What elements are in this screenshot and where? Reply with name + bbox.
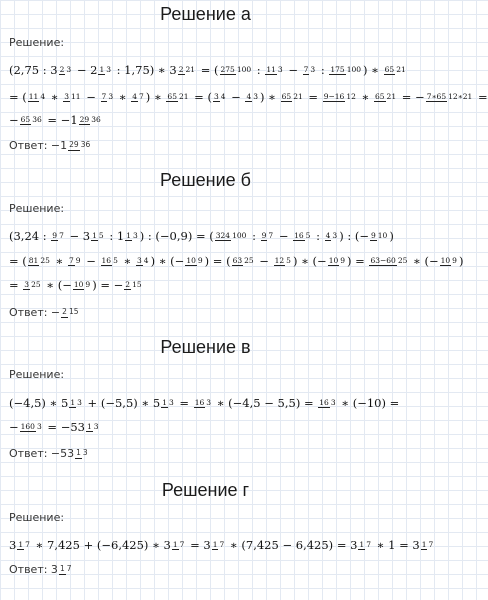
numerator: 2	[59, 64, 65, 74]
fraction	[136, 256, 150, 267]
fraction	[101, 92, 115, 103]
denominator: 36	[32, 114, 42, 124]
fraction	[20, 115, 43, 126]
denominator: 100	[236, 64, 252, 74]
denominator: 7	[428, 539, 434, 549]
numerator: 16	[194, 397, 205, 407]
solution-label-g: Решение:	[9, 511, 65, 524]
numerator: 160	[20, 421, 35, 431]
denominator: 3	[206, 397, 212, 407]
math-text: Ответ: −1	[9, 139, 68, 152]
denominator: 7	[66, 564, 72, 574]
math-text: :	[248, 229, 260, 243]
fraction	[86, 422, 100, 433]
numerator: 10	[440, 255, 451, 265]
numerator: 1	[212, 539, 218, 549]
numerator: 1	[92, 230, 97, 240]
math-text: Ответ: −53	[9, 447, 75, 460]
fraction	[166, 92, 189, 103]
math-text: −	[275, 229, 293, 243]
numerator: 7	[303, 64, 309, 74]
numerator: 11	[266, 64, 276, 74]
denominator: 3	[36, 421, 42, 431]
math-text: ) ∗ (−	[292, 254, 327, 268]
math-text: Ответ: 3	[9, 563, 58, 576]
math-text: −	[82, 90, 100, 104]
math-text: ) ∗	[363, 63, 383, 77]
math-text: = −	[398, 90, 425, 104]
numerator: 2	[125, 279, 131, 289]
numerator: 10	[328, 255, 339, 265]
math-text: −	[227, 90, 245, 104]
math-text: )	[389, 229, 394, 243]
math-text: ∗	[119, 254, 135, 268]
math-text: (−4,5) ∗ 5	[9, 396, 69, 410]
denominator: 4	[220, 91, 226, 101]
numerator: 65	[20, 114, 31, 124]
denominator: 25	[397, 255, 408, 265]
numerator: 16	[319, 397, 329, 407]
numerator: 10	[186, 255, 196, 265]
math-text: ) ∗ (−	[150, 254, 185, 268]
math-text: = (	[197, 63, 219, 77]
numerator: 4	[246, 91, 252, 101]
numerator: 81	[28, 255, 39, 265]
numerator: 1	[86, 421, 92, 431]
fraction	[358, 540, 372, 551]
math-line	[9, 396, 399, 410]
math-text: ∗ 1 = 3	[372, 538, 420, 552]
math-text: ∗ (−	[42, 278, 72, 292]
numerator: 1	[421, 539, 427, 549]
numerator: 4	[132, 91, 138, 101]
fraction	[440, 256, 458, 267]
fraction	[274, 256, 292, 267]
solution-label-v: Решение:	[9, 368, 65, 381]
fraction	[28, 92, 46, 103]
math-text: =	[9, 278, 23, 292]
denominator: 15	[132, 279, 142, 289]
denominator: 9	[197, 255, 203, 265]
fraction	[73, 280, 91, 291]
math-text: = (	[9, 254, 27, 268]
fraction	[125, 231, 139, 242]
math-text: Ответ: −	[9, 306, 61, 319]
numerator: 9	[371, 230, 376, 240]
math-text: (3,24 :	[9, 229, 51, 243]
fraction	[421, 540, 435, 551]
fraction	[68, 140, 91, 151]
numerator: 1	[70, 397, 76, 407]
math-text: ∗ (−	[409, 254, 439, 268]
fraction	[178, 65, 196, 76]
denominator: 12	[346, 91, 356, 101]
denominator: 10	[377, 230, 388, 240]
fraction	[51, 231, 65, 242]
math-text: + (−5,5) ∗ 5	[83, 396, 161, 410]
fraction	[232, 256, 255, 267]
fraction	[28, 256, 51, 267]
denominator: 3	[77, 397, 82, 407]
fraction	[293, 231, 311, 242]
denominator: 25	[40, 255, 50, 265]
math-text: = −53	[43, 420, 85, 434]
fraction	[213, 92, 227, 103]
numerator: 1	[126, 230, 131, 240]
numerator: 7	[101, 91, 107, 101]
fraction	[17, 540, 31, 551]
fraction	[261, 231, 275, 242]
math-text: = 3	[186, 538, 211, 552]
denominator: 3	[66, 64, 72, 74]
math-text: ) = −	[92, 278, 124, 292]
math-text: ) : (−0,9) = (	[139, 229, 214, 243]
fraction	[75, 448, 89, 459]
math-text: ∗	[115, 90, 131, 104]
numerator: 1	[59, 564, 65, 574]
math-text: = (	[190, 90, 212, 104]
fraction	[325, 231, 339, 242]
fraction	[323, 92, 357, 103]
math-text: ) ∗	[260, 90, 280, 104]
numerator: 7	[69, 255, 74, 265]
fraction	[220, 65, 253, 76]
math-text: :	[317, 63, 329, 77]
denominator: 3	[93, 421, 99, 431]
math-text: ) : (−	[339, 229, 369, 243]
denominator: 7	[219, 539, 225, 549]
math-line	[9, 254, 463, 268]
numerator: 16	[294, 230, 304, 240]
numerator: 11	[28, 91, 39, 101]
denominator: 36	[80, 140, 91, 150]
fraction	[318, 398, 336, 409]
fraction	[281, 92, 304, 103]
denominator: 15	[68, 307, 79, 317]
denominator: 12∗21	[448, 91, 473, 101]
solution-label-b: Решение:	[9, 202, 65, 215]
denominator: 25	[244, 255, 254, 265]
denominator: 3	[330, 397, 336, 407]
denominator: 3	[132, 230, 138, 240]
numerator: 65	[375, 91, 385, 101]
fraction	[265, 65, 283, 76]
fraction	[384, 65, 407, 76]
fraction	[303, 65, 317, 76]
math-text: : 1,75) ∗ 3	[113, 63, 177, 77]
solution-label-a: Решение:	[9, 36, 65, 49]
numerator: 63−60	[370, 255, 396, 265]
answer-g	[9, 563, 74, 576]
denominator: 4	[143, 255, 149, 265]
math-text: = (	[9, 90, 27, 104]
math-text: −	[284, 63, 302, 77]
math-text: ) ∗	[145, 90, 166, 104]
math-text: : 1	[105, 229, 125, 243]
math-text: ) =	[347, 254, 369, 268]
fraction	[161, 398, 175, 409]
numerator: 29	[79, 114, 90, 124]
fraction	[328, 256, 346, 267]
math-text: :	[253, 63, 265, 77]
math-text: ∗ 7,425 + (−6,425) ∗ 3	[31, 538, 171, 552]
denominator: 21	[293, 91, 303, 101]
fraction	[101, 256, 119, 267]
math-line	[9, 278, 144, 292]
fraction	[215, 231, 248, 242]
denominator: 3	[106, 64, 111, 74]
fraction	[194, 398, 212, 409]
denominator: 3	[332, 230, 338, 240]
math-text: ∗	[357, 90, 373, 104]
math-text: 3	[9, 538, 17, 552]
math-line	[9, 538, 435, 552]
numerator: 65	[167, 91, 177, 101]
denominator: 7	[25, 539, 30, 549]
fraction	[212, 540, 226, 551]
fraction	[370, 231, 388, 242]
math-text: ∗ (−10) =	[337, 396, 400, 410]
fraction	[98, 65, 112, 76]
denominator: 5	[98, 230, 104, 240]
numerator: 7∗65	[426, 91, 447, 101]
denominator: 9	[85, 279, 91, 289]
math-line	[9, 90, 488, 104]
math-text: ∗	[51, 254, 68, 268]
math-text: )	[458, 254, 464, 268]
answer-a	[9, 139, 92, 152]
math-text: − 2	[73, 63, 98, 77]
numerator: 16	[101, 255, 112, 265]
answer-b	[9, 306, 80, 319]
denominator: 11	[71, 91, 81, 101]
denominator: 100	[232, 230, 247, 240]
denominator: 3	[82, 448, 88, 458]
numerator: 4	[325, 230, 331, 240]
numerator: 9	[52, 230, 58, 240]
numerator: 1	[359, 539, 365, 549]
math-text: −	[255, 254, 273, 268]
denominator: 25	[31, 279, 41, 289]
denominator: 21	[185, 64, 196, 74]
denominator: 21	[386, 91, 397, 101]
denominator: 3	[168, 397, 174, 407]
math-text: ∗ (7,425 − 6,425) = 3	[226, 538, 358, 552]
fraction	[374, 92, 397, 103]
math-line	[9, 113, 103, 127]
fraction	[329, 65, 362, 76]
denominator: 7	[59, 230, 64, 240]
math-line	[9, 229, 394, 243]
fraction	[79, 115, 102, 126]
numerator: 1	[162, 397, 167, 407]
fraction	[172, 540, 186, 551]
section-title-g: Решение г	[161, 480, 250, 500]
numerator: 3	[64, 91, 70, 101]
answer-v	[9, 447, 90, 460]
fraction	[245, 92, 259, 103]
denominator: 3	[253, 91, 259, 101]
numerator: 1	[18, 539, 24, 549]
math-text: − 3	[65, 229, 91, 243]
denominator: 5	[286, 255, 291, 265]
numerator: 10	[73, 279, 84, 289]
math-text: (2,75 : 3	[9, 63, 58, 77]
denominator: 100	[346, 64, 362, 74]
math-text: = −1	[43, 113, 78, 127]
numerator: 9−16	[323, 91, 345, 101]
fraction	[20, 422, 43, 433]
fraction	[61, 307, 79, 318]
section-title-a: Решение а	[160, 4, 251, 24]
denominator: 9	[452, 255, 457, 265]
math-text: :	[312, 229, 324, 243]
fraction	[23, 280, 41, 291]
numerator: 175	[330, 64, 345, 74]
denominator: 5	[113, 255, 118, 265]
fraction	[69, 398, 83, 409]
math-text: −	[9, 113, 19, 127]
math-text: −	[82, 254, 100, 268]
fraction	[63, 92, 81, 103]
numerator: 2	[178, 64, 184, 74]
denominator: 7	[139, 91, 144, 101]
denominator: 4	[40, 91, 46, 101]
numerator: 12	[274, 255, 285, 265]
fraction	[59, 564, 73, 575]
math-text: ) = (	[204, 254, 231, 268]
fraction	[131, 92, 145, 103]
math-text: −	[9, 420, 19, 434]
denominator: 9	[340, 255, 346, 265]
math-line	[9, 420, 101, 434]
denominator: 9	[75, 255, 81, 265]
numerator: 3	[213, 91, 219, 101]
math-line	[9, 63, 408, 77]
denominator: 7	[179, 539, 185, 549]
denominator: 3	[310, 64, 316, 74]
numerator: 275	[220, 64, 235, 74]
numerator: 65	[384, 64, 395, 74]
math-text: =	[474, 90, 488, 104]
numerator: 65	[281, 91, 292, 101]
denominator: 7	[268, 230, 274, 240]
denominator: 3	[277, 64, 283, 74]
numerator: 63	[232, 255, 243, 265]
numerator: 1	[99, 64, 105, 74]
numerator: 3	[137, 255, 142, 265]
math-text: =	[304, 90, 322, 104]
math-text: ∗ (−4,5 − 5,5) =	[213, 396, 318, 410]
fraction	[59, 65, 73, 76]
numerator: 3	[24, 279, 30, 289]
fraction	[124, 280, 142, 291]
denominator: 5	[305, 230, 311, 240]
section-title-v: Решение в	[160, 337, 251, 357]
math-text: ∗	[47, 90, 63, 104]
section-title-b: Решение б	[160, 170, 251, 190]
denominator: 3	[108, 91, 114, 101]
numerator: 2	[62, 307, 67, 317]
math-text: =	[175, 396, 193, 410]
numerator: 1	[172, 539, 178, 549]
fraction	[426, 92, 474, 103]
denominator: 21	[178, 91, 189, 101]
numerator: 9	[261, 230, 267, 240]
denominator: 21	[396, 64, 406, 74]
fraction	[185, 256, 203, 267]
fraction	[369, 256, 408, 267]
fraction	[91, 231, 105, 242]
fraction	[68, 256, 82, 267]
denominator: 7	[366, 539, 371, 549]
numerator: 1	[76, 448, 81, 458]
numerator: 29	[69, 140, 79, 150]
denominator: 36	[91, 114, 101, 124]
numerator: 324	[215, 230, 231, 240]
